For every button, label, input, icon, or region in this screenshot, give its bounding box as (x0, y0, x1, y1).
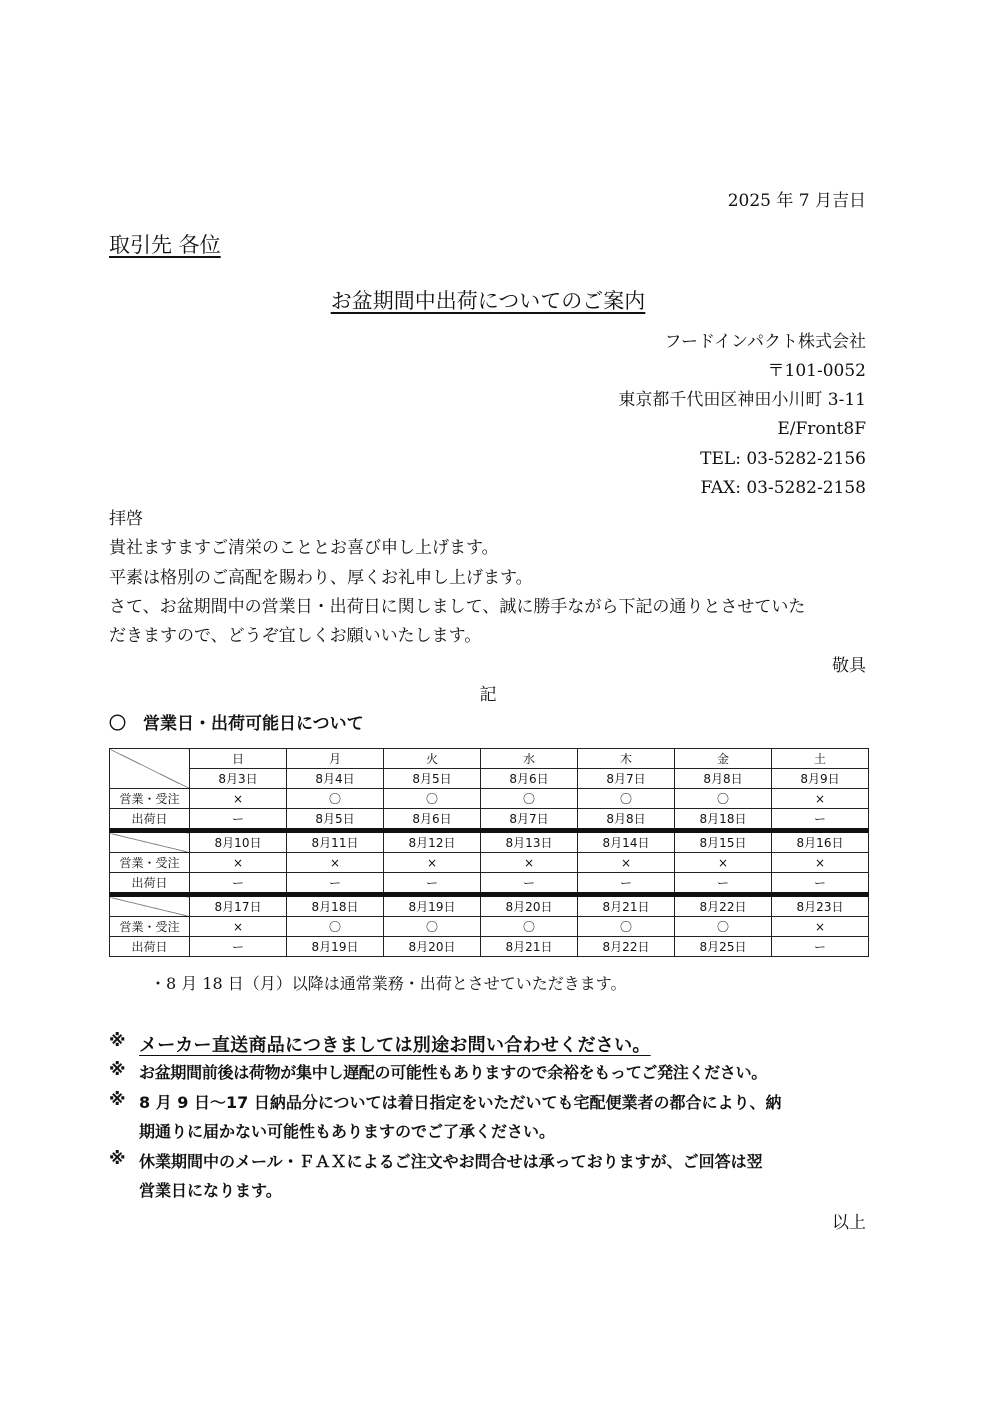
addressee: 取引先 各位 (109, 233, 221, 257)
corner-cell (110, 749, 190, 789)
note-mark-1: ※ (109, 1031, 126, 1051)
note-after-date: ・8 月 18 日（月）以降は通常業務・出荷とさせていただきます。 (150, 974, 627, 993)
weekday-cell: 日 (190, 749, 287, 769)
business-cell: 〇 (384, 789, 481, 809)
shipping-cell: ー (772, 809, 869, 831)
date-cell: 8月3日 (190, 769, 287, 789)
shipping-cell: 8月6日 (384, 809, 481, 831)
business-cell: × (772, 853, 869, 873)
date-cell: 8月23日 (772, 895, 869, 917)
corner-cell (110, 831, 190, 853)
shipping-cell: ー (190, 873, 287, 895)
note-4b: 営業日になります。 (139, 1181, 282, 1200)
row-label-shipping: 出荷日 (110, 809, 190, 831)
shipping-cell: 8月8日 (578, 809, 675, 831)
date-cell: 8月8日 (675, 769, 772, 789)
shipping-cell: ー (772, 873, 869, 895)
date-cell: 8月15日 (675, 831, 772, 853)
shipping-cell: ー (190, 809, 287, 831)
business-cell: × (384, 853, 481, 873)
corner-cell (110, 895, 190, 917)
note-2: お盆期間前後は荷物が集中し遅配の可能性もありますので余裕をもってご発注ください。 (139, 1063, 768, 1082)
body-line-3a: さて、お盆期間中の営業日・出荷日に関しまして、誠に勝手ながら下記の通りとさせていた (109, 597, 806, 617)
sender-address: 東京都千代田区神田小川町 3-11 (618, 390, 866, 410)
sender-company: フードインパクト株式会社 (664, 332, 866, 352)
shipping-cell: 8月21日 (481, 937, 578, 957)
shipping-cell: ー (190, 937, 287, 957)
document-date: 2025 年 7 月吉日 (727, 191, 866, 211)
body-line-2: 平素は格別のご高配を賜わり、厚くお礼申し上げます。 (109, 568, 533, 588)
date-cell: 8月20日 (481, 895, 578, 917)
business-row (110, 853, 869, 873)
date-cell: 8月21日 (578, 895, 675, 917)
weekday-cell: 土 (772, 749, 869, 769)
note-3a: 8 月 9 日～17 日納品分については着日指定をいただいても宅配便業者の都合により、納 (139, 1093, 782, 1112)
business-row (110, 917, 869, 937)
shipping-cell: 8月5日 (287, 809, 384, 831)
note-3b: 期通りに届かない可能性もありますのでご了承ください。 (139, 1122, 556, 1141)
date-cell: 8月7日 (578, 769, 675, 789)
shipping-cell: 8月18日 (675, 809, 772, 831)
row-label-shipping: 出荷日 (110, 873, 190, 895)
date-row (110, 769, 869, 789)
date-row (110, 895, 869, 917)
shipping-cell: ー (675, 873, 772, 895)
shipping-cell: 8月20日 (384, 937, 481, 957)
shipping-cell: ー (287, 873, 384, 895)
business-row (110, 789, 869, 809)
weekday-row (110, 749, 869, 769)
row-label-shipping: 出荷日 (110, 937, 190, 957)
business-cell: × (772, 789, 869, 809)
shipping-row (110, 873, 869, 895)
shipping-cell: ー (578, 873, 675, 895)
shipping-row (110, 937, 869, 957)
business-cell: 〇 (287, 789, 384, 809)
business-cell: × (481, 853, 578, 873)
date-cell: 8月14日 (578, 831, 675, 853)
business-cell: × (287, 853, 384, 873)
weekday-cell: 月 (287, 749, 384, 769)
business-cell: 〇 (578, 917, 675, 937)
date-cell: 8月22日 (675, 895, 772, 917)
date-cell: 8月17日 (190, 895, 287, 917)
sender-fax: FAX: 03-5282-2158 (700, 478, 866, 498)
date-cell: 8月18日 (287, 895, 384, 917)
weekday-cell: 木 (578, 749, 675, 769)
note-4a: 休業期間中のメール・ＦＡＸによるご注文やお問合せは承っておりますが、ご回答は翌 (139, 1152, 763, 1171)
business-cell: 〇 (384, 917, 481, 937)
body-line-1: 貴社ますますご清栄のこととお喜び申し上げます。 (109, 538, 499, 558)
date-cell: 8月19日 (384, 895, 481, 917)
body-line-3b: だきますので、どうぞ宜しくお願いいたします。 (109, 626, 482, 646)
weekday-cell: 火 (384, 749, 481, 769)
date-cell: 8月13日 (481, 831, 578, 853)
date-row (110, 831, 869, 853)
greeting: 拝啓 (109, 509, 143, 529)
shipping-row (110, 809, 869, 831)
date-cell: 8月12日 (384, 831, 481, 853)
date-cell: 8月11日 (287, 831, 384, 853)
business-cell: × (675, 853, 772, 873)
row-label-business: 営業・受注 (110, 853, 190, 873)
business-cell: × (772, 917, 869, 937)
business-cell: 〇 (287, 917, 384, 937)
sender-tel: TEL: 03-5282-2156 (700, 449, 866, 469)
weekday-cell: 水 (481, 749, 578, 769)
business-cell: × (190, 789, 287, 809)
note-mark-3: ※ (109, 1090, 126, 1110)
note-1: メーカー直送商品につきましては別途お問い合わせください。 (139, 1035, 651, 1056)
date-cell: 8月10日 (190, 831, 287, 853)
business-cell: 〇 (675, 917, 772, 937)
note-mark-4: ※ (109, 1149, 126, 1169)
shipping-cell: 8月19日 (287, 937, 384, 957)
ki-mark: 記 (479, 685, 497, 705)
schedule-table (109, 748, 869, 957)
row-label-business: 営業・受注 (110, 789, 190, 809)
business-cell: × (190, 917, 287, 937)
business-cell: 〇 (578, 789, 675, 809)
business-cell: 〇 (481, 917, 578, 937)
sender-building: E/Front8F (777, 419, 866, 439)
weekday-cell: 金 (675, 749, 772, 769)
business-cell: 〇 (675, 789, 772, 809)
shipping-cell: ー (772, 937, 869, 957)
shipping-cell: ー (384, 873, 481, 895)
note-mark-2: ※ (109, 1060, 126, 1080)
sender-postal: 〒101-0052 (767, 361, 866, 381)
shipping-cell: 8月7日 (481, 809, 578, 831)
row-label-business: 営業・受注 (110, 917, 190, 937)
date-cell: 8月6日 (481, 769, 578, 789)
closing: 敬具 (832, 656, 866, 676)
business-cell: × (578, 853, 675, 873)
business-cell: 〇 (481, 789, 578, 809)
date-cell: 8月4日 (287, 769, 384, 789)
date-cell: 8月16日 (772, 831, 869, 853)
date-cell: 8月9日 (772, 769, 869, 789)
section-heading: 〇 営業日・出荷可能日について (109, 714, 364, 734)
document-title: お盆期間中出荷についてのご案内 (330, 289, 646, 313)
date-cell: 8月5日 (384, 769, 481, 789)
end-mark: 以上 (832, 1213, 866, 1233)
shipping-cell: ー (481, 873, 578, 895)
business-cell: × (190, 853, 287, 873)
shipping-cell: 8月22日 (578, 937, 675, 957)
shipping-cell: 8月25日 (675, 937, 772, 957)
